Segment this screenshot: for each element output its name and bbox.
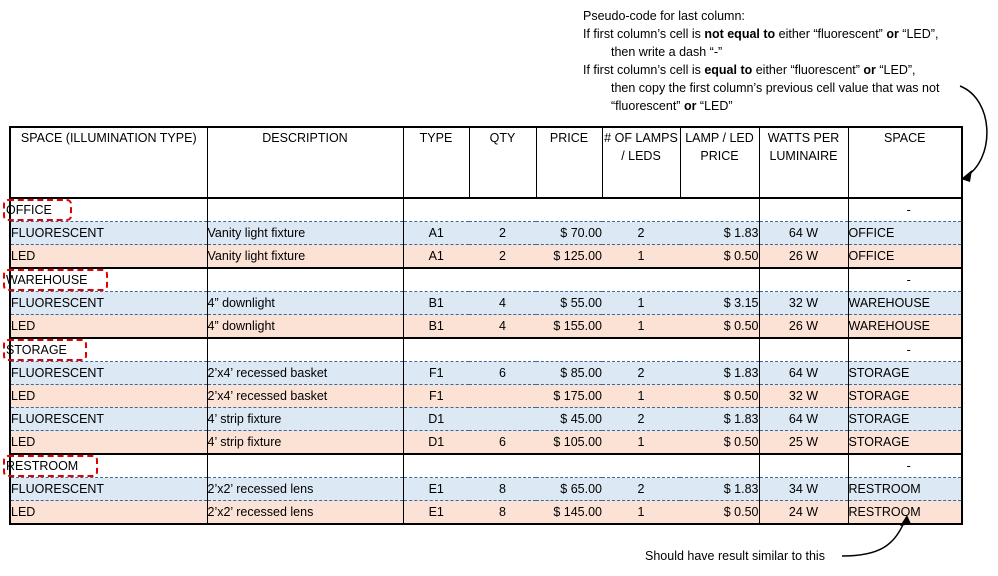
header-cell[interactable]: # OF LAMPS / LEDS [602, 127, 680, 198]
table-cell[interactable]: $ 1.83 [680, 362, 759, 385]
table-cell[interactable]: FLUORESCENT [10, 478, 207, 501]
header-cell[interactable]: LAMP / LED PRICE [680, 127, 759, 198]
table-cell[interactable]: $ 85.00 [536, 362, 602, 385]
table-cell[interactable]: $ 155.00 [536, 315, 602, 339]
table-cell[interactable]: $ 105.00 [536, 431, 602, 455]
table-cell[interactable]: 2 [469, 222, 536, 245]
table-cell[interactable]: 2’x4’ recessed basket [207, 362, 403, 385]
table-cell[interactable]: $ 0.50 [680, 385, 759, 408]
table-cell[interactable]: $ 65.00 [536, 478, 602, 501]
table-cell[interactable]: $ 125.00 [536, 245, 602, 269]
table-cell[interactable]: - [848, 338, 962, 362]
result-note: Should have result similar to this [645, 549, 825, 563]
table-cell[interactable]: 2 [602, 408, 680, 431]
table-cell[interactable]: 64 W [759, 362, 848, 385]
table-cell[interactable]: 2 [602, 478, 680, 501]
note-line-2: then write a dash “-” [611, 45, 723, 59]
table-cell[interactable]: $ 0.50 [680, 501, 759, 525]
table-cell[interactable]: $ 55.00 [536, 292, 602, 315]
table-cell[interactable]: F1 [403, 362, 469, 385]
table-cell[interactable]: - [848, 454, 962, 478]
table-cell[interactable]: $ 70.00 [536, 222, 602, 245]
table-cell[interactable]: 24 W [759, 501, 848, 525]
table-cell[interactable]: Vanity light fixture [207, 245, 403, 269]
arrow-head-bottom [900, 515, 911, 526]
table-cell[interactable]: 4’ strip fixture [207, 408, 403, 431]
table-cell[interactable]: 32 W [759, 292, 848, 315]
header-cell[interactable]: QTY [469, 127, 536, 198]
table-cell[interactable]: 8 [469, 501, 536, 525]
header-cell[interactable]: SPACE [848, 127, 962, 198]
note-title: Pseudo-code for last column: [583, 9, 745, 23]
header-cell[interactable]: PRICE [536, 127, 602, 198]
table-cell[interactable]: WAREHOUSE [848, 315, 962, 339]
table-cell[interactable]: 2’x2’ recessed lens [207, 501, 403, 525]
table-cell[interactable]: STORAGE [848, 385, 962, 408]
header-cell[interactable]: WATTS PER LUMINAIRE [759, 127, 848, 198]
table-cell[interactable]: Vanity light fixture [207, 222, 403, 245]
table-cell[interactable]: RESTROOM [848, 478, 962, 501]
table-cell[interactable]: STORAGE [848, 431, 962, 455]
table-cell[interactable]: 1 [602, 245, 680, 269]
table-cell[interactable]: D1 [403, 431, 469, 455]
table-cell[interactable]: 4 [469, 292, 536, 315]
table-cell[interactable]: 2 [469, 245, 536, 269]
table-cell[interactable]: 64 W [759, 408, 848, 431]
table-cell[interactable]: OFFICE [848, 222, 962, 245]
table-cell[interactable]: $ 0.50 [680, 245, 759, 269]
table-cell[interactable]: 4’ strip fixture [207, 431, 403, 455]
table-cell[interactable]: FLUORESCENT [10, 408, 207, 431]
table-cell[interactable]: 34 W [759, 478, 848, 501]
note-line-1: If first column’s cell is not equal to either “fluorescent” or “LED”, [583, 27, 939, 41]
table-cell[interactable]: 32 W [759, 385, 848, 408]
table-cell[interactable]: 6 [469, 362, 536, 385]
table-cell[interactable]: $ 1.83 [680, 478, 759, 501]
table-cell[interactable]: $ 145.00 [536, 501, 602, 525]
table-cell[interactable]: 25 W [759, 431, 848, 455]
table-cell[interactable]: OFFICE [848, 245, 962, 269]
table-cell[interactable]: $ 0.50 [680, 431, 759, 455]
table-cell[interactable]: $ 175.00 [536, 385, 602, 408]
table-cell[interactable]: 64 W [759, 222, 848, 245]
table-cell[interactable]: $ 1.83 [680, 222, 759, 245]
space-name-highlight: WAREHOUSE [3, 269, 108, 291]
table-cell[interactable]: E1 [403, 501, 469, 525]
table-cell[interactable]: 4” downlight [207, 315, 403, 339]
table-cell[interactable]: $ 3.15 [680, 292, 759, 315]
header-cell[interactable]: DESCRIPTION [207, 127, 403, 198]
table-cell[interactable]: LED [10, 245, 207, 269]
table-cell[interactable]: $ 0.50 [680, 315, 759, 339]
table-cell[interactable]: WAREHOUSE [848, 292, 962, 315]
space-name-highlight: RESTROOM [3, 455, 98, 477]
table-cell[interactable]: B1 [403, 292, 469, 315]
table-cell[interactable]: $ 45.00 [536, 408, 602, 431]
table-cell[interactable]: 1 [602, 315, 680, 339]
note-line-4: then copy the first column’s previous cell value that was not [611, 81, 940, 95]
table-cell[interactable]: 2’x4’ recessed basket [207, 385, 403, 408]
table-cell[interactable]: 26 W [759, 315, 848, 339]
space-name-highlight: OFFICE [3, 199, 72, 221]
table-cell[interactable]: 4” downlight [207, 292, 403, 315]
table-cell[interactable]: LED [10, 501, 207, 525]
table-cell[interactable]: FLUORESCENT [10, 222, 207, 245]
table-cell[interactable]: STORAGE [848, 408, 962, 431]
table-cell[interactable]: 8 [469, 478, 536, 501]
table-cell[interactable]: 4 [469, 315, 536, 339]
table-cell[interactable]: 2 [602, 362, 680, 385]
header-cell[interactable]: TYPE [403, 127, 469, 198]
table-cell[interactable]: - [848, 268, 962, 292]
table-cell[interactable]: 6 [469, 431, 536, 455]
arrow-to-result [842, 520, 905, 556]
table-cell[interactable]: E1 [403, 478, 469, 501]
note-line-5: “fluorescent” or “LED” [611, 99, 733, 113]
table-cell[interactable]: 1 [602, 292, 680, 315]
table-cell[interactable]: LED [10, 385, 207, 408]
space-name-highlight: STORAGE [3, 339, 87, 361]
table-cell[interactable]: LED [10, 315, 207, 339]
table-cell[interactable]: A1 [403, 222, 469, 245]
table-cell[interactable]: LED [10, 431, 207, 455]
table-cell[interactable]: B1 [403, 315, 469, 339]
table-cell[interactable]: FLUORESCENT [10, 292, 207, 315]
header-cell[interactable]: SPACE (ILLUMINATION TYPE) [10, 127, 207, 198]
table-cell[interactable]: 1 [602, 501, 680, 525]
table-cell[interactable]: 2’x2’ recessed lens [207, 478, 403, 501]
table-cell[interactable]: STORAGE [848, 362, 962, 385]
arrow-to-last-column [960, 86, 987, 177]
table-cell[interactable]: 2 [602, 222, 680, 245]
table-cell[interactable]: 1 [602, 431, 680, 455]
table-cell[interactable]: RESTROOM [848, 501, 962, 525]
table-cell[interactable]: A1 [403, 245, 469, 269]
table-cell[interactable]: $ 1.83 [680, 408, 759, 431]
table-cell[interactable]: F1 [403, 385, 469, 408]
table-cell[interactable]: 1 [602, 385, 680, 408]
table-cell[interactable]: 26 W [759, 245, 848, 269]
table-cell[interactable]: - [848, 198, 962, 222]
table-cell[interactable]: D1 [403, 408, 469, 431]
note-line-3: If first column’s cell is equal to either “fluorescent” or “LED”, [583, 63, 916, 77]
table-cell[interactable]: FLUORESCENT [10, 362, 207, 385]
arrow-head-top [961, 170, 972, 182]
